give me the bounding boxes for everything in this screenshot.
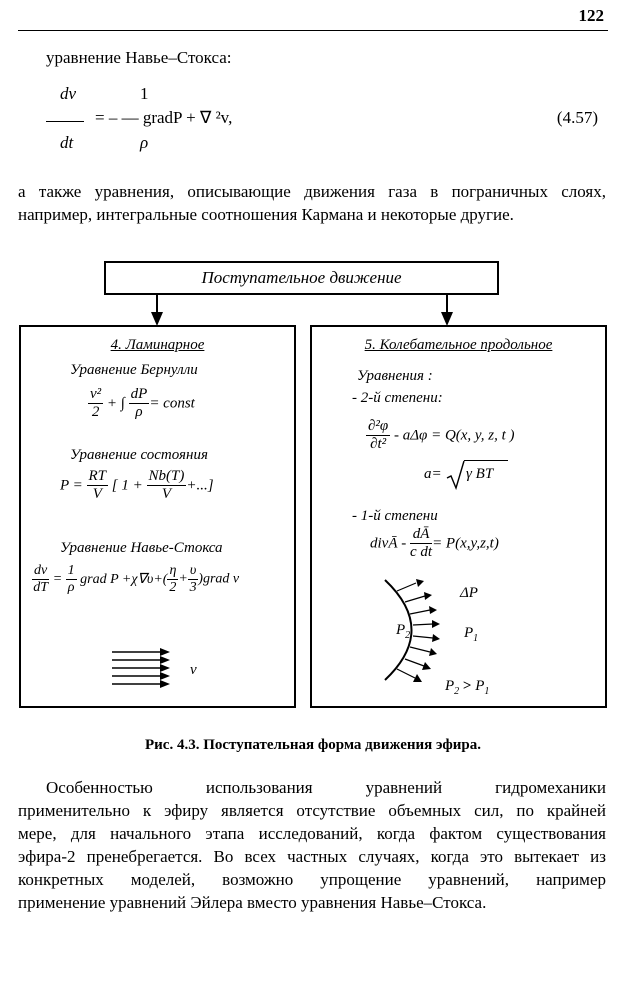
bernoulli-title: Уравнение Бернулли [70, 362, 198, 378]
wavefront-diagram [380, 575, 460, 685]
p1-subscript: 1 [473, 633, 479, 644]
div-cdt: c dt [409, 544, 433, 561]
p1-label [464, 625, 478, 644]
ns-dv: dv [32, 563, 49, 580]
wave-rhs: - aΔφ = Q(x, y, z, t ) [393, 427, 515, 444]
wave-d2phi: ∂²φ [366, 418, 390, 436]
ineq-p2-sub: 2 [454, 686, 460, 697]
bernoulli-equation [88, 386, 195, 422]
ns-eq: = [52, 571, 63, 587]
eq-dt: dt [60, 133, 74, 152]
flow-velocity-label: v [190, 662, 197, 678]
para1-line-1: а также уравнения, описывающие движения газа в пограничных слоях, [18, 182, 606, 201]
bernoulli-rhs: = const [149, 395, 195, 412]
state-NbT: Nb(T) [147, 468, 187, 486]
sqrt-bar [464, 460, 508, 461]
state-title: Уравнение состояния [70, 447, 208, 463]
ineq-p2: P [445, 678, 455, 694]
flow-arrows [110, 648, 172, 688]
left-connector-arrowhead [151, 312, 163, 326]
right-connector-arrowhead [441, 312, 453, 326]
ns-three: 3 [189, 580, 197, 596]
ns-two: 2 [169, 580, 177, 596]
equations-label: Уравнения : [357, 368, 433, 384]
pressure-inequality [445, 678, 489, 697]
para2-line-6: применение уравнений Эйлера вместо уравнения Навье–Стокса. [18, 893, 487, 912]
first-degree-label: - 1-й степени [352, 508, 438, 524]
wave-dt2: ∂t² [370, 436, 387, 453]
state-RT: RT [87, 468, 109, 486]
state-bracket-open: [ 1 + [111, 477, 143, 494]
ns-equation [32, 563, 239, 596]
p1-symbol: P [464, 625, 474, 641]
ns-tail: )grad v [198, 571, 240, 587]
ns-mid: grad P +χ∇υ+( [80, 572, 168, 588]
eq-one: 1 [140, 84, 149, 103]
para2-line-1: Особенностью использования уравнений гидромеханики [46, 778, 606, 797]
state-V: V [92, 486, 102, 503]
figure-caption: Рис. 4.3. Поступательная форма движения эфира. [144, 737, 482, 753]
bernoulli-dP: dP [129, 386, 150, 404]
sqrt-sign [446, 460, 466, 490]
delta-p-label: ΔP [460, 585, 478, 601]
page-number: 122 [578, 6, 604, 25]
para1-line-2: например, интегральные соотношения Кармана и некоторые другие. [18, 205, 514, 224]
eq-dv: dv [60, 84, 77, 103]
para2-line-2: применительно к эфиру является отсутствие объемных сил, по крайней [18, 801, 606, 820]
equation-number: (4.57) [556, 108, 598, 127]
ineq-gt: > [462, 678, 472, 694]
oscillatory-heading: 5. Колебательное продольное [364, 337, 553, 353]
ineq-p1-sub: 1 [484, 686, 490, 697]
state-V2: V [161, 486, 171, 503]
wave-equation [366, 418, 515, 454]
para2-line-3: мере, для начального этапа исследований, когда фактом существования [18, 824, 606, 843]
para2-line-5: конкретных моделей, возможно упрощение уравнений, например [18, 870, 606, 889]
p2-symbol: P [396, 622, 406, 638]
p2-label [396, 622, 410, 641]
translational-motion-label: Поступательное движение [201, 268, 402, 287]
ns-upsilon: υ [188, 563, 198, 580]
div-dA: dĀ [410, 526, 432, 544]
para2-line-4: эфира-2 пренебрегается. Во всех частных случаях, когда это вытекает из [18, 847, 606, 866]
a-root: γ BT [466, 466, 494, 482]
p2-subscript: 2 [405, 630, 411, 641]
a-eq: a= [424, 466, 442, 482]
state-equation [60, 468, 214, 504]
div-lhs: divĀ - [370, 535, 407, 552]
ns-rho: ρ [67, 580, 75, 596]
ns-one: 1 [66, 563, 77, 580]
bernoulli-rho: ρ [135, 404, 143, 421]
laminar-heading: 4. Ламинарное [110, 337, 205, 353]
ns-title: Уравнение Навье-Стокса [60, 540, 223, 556]
ns-eta: η [167, 563, 178, 580]
second-degree-label: - 2-й степени: [352, 390, 443, 406]
eq-rho: ρ [140, 133, 149, 152]
div-rhs: = P(x,y,z,t) [432, 535, 499, 552]
ns-plus: + [178, 571, 188, 587]
bernoulli-plus-int: + ∫ [106, 395, 125, 412]
state-tail: +...] [186, 477, 214, 494]
intro-line: уравнение Навье–Стокса: [46, 48, 232, 67]
state-lhs: P = [60, 477, 83, 494]
ns-dT: dT [33, 580, 48, 596]
ineq-p1: P [475, 678, 485, 694]
div-equation [370, 526, 499, 562]
eq-rhs: = – — gradP + ∇ ²v, [95, 108, 233, 127]
bernoulli-v2: v² [88, 386, 103, 404]
bernoulli-two: 2 [91, 404, 100, 421]
